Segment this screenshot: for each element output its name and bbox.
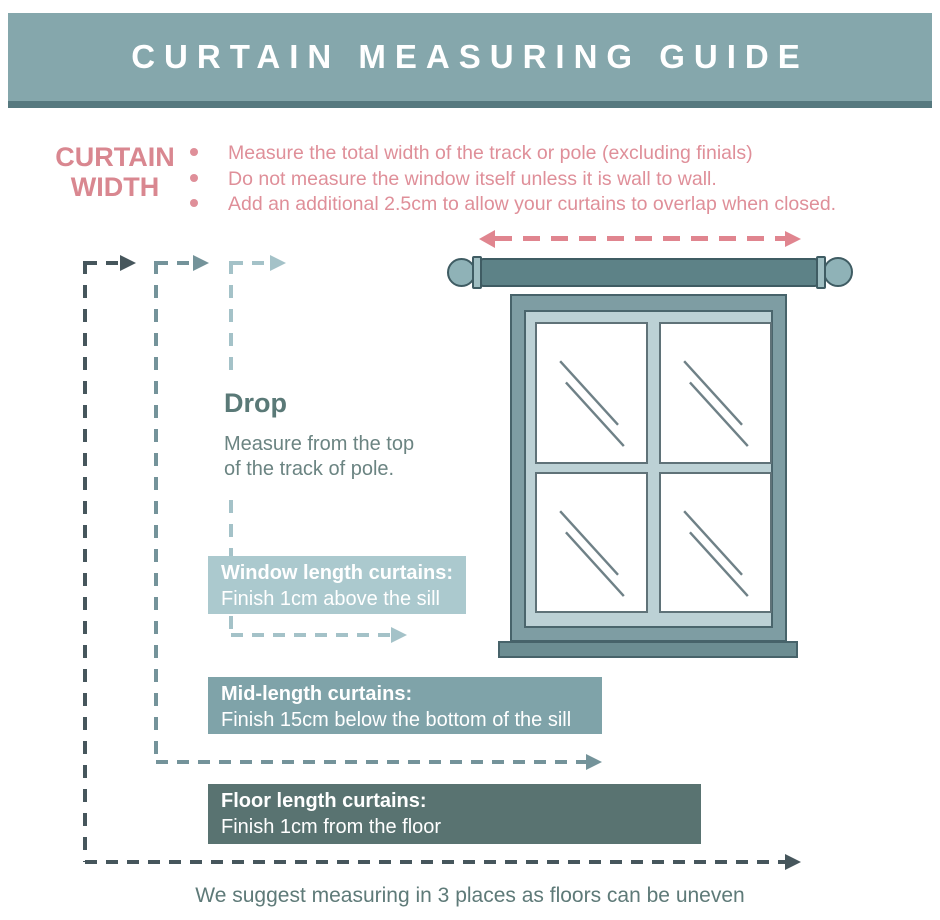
top-arrow-mid (156, 261, 193, 265)
bullet-icon (190, 199, 198, 207)
floor-length-box (208, 784, 701, 844)
window-length-detail: Finish 1cm above the sill (221, 588, 440, 610)
bullet-text: Add an additional 2.5cm to allow your curtains to overlap when closed. (228, 193, 837, 215)
window-length-arrow (231, 633, 391, 637)
page-title: CURTAIN MEASURING GUIDE (131, 38, 809, 75)
header-banner (8, 13, 932, 101)
drop-description-line1: Measure from the top (224, 433, 415, 455)
window-pane (535, 472, 648, 613)
bullet-icon (190, 174, 198, 182)
arrow-left-icon (479, 230, 495, 248)
mid-length-title: Mid-length curtains: (221, 683, 413, 705)
curtain-width-label-line2: WIDTH (70, 172, 160, 202)
curtain-width-label-line1: CURTAIN (55, 142, 175, 172)
arrow-right-icon (391, 627, 407, 643)
curtain-width-bullet-list (190, 141, 930, 218)
mid-length-detail: Finish 15cm below the bottom of the sill (221, 709, 572, 731)
mid-length-box (208, 677, 602, 734)
bullet-text: Measure the total width of the track or pole (excluding finials) (228, 142, 753, 164)
drop-line-window-upper (229, 261, 233, 372)
drop-line-window-lower (229, 500, 233, 556)
glass-reflection-icon (661, 474, 770, 611)
glass-reflection-icon (537, 324, 646, 462)
window-sill (498, 641, 798, 658)
width-measure-arrow (495, 236, 785, 241)
window-length-title: Window length curtains: (221, 562, 454, 584)
bullet-icon (190, 148, 198, 156)
window-pane (535, 322, 648, 464)
drop-description-line2: of the track of pole. (224, 458, 395, 480)
window-inner-frame (524, 310, 773, 628)
arrow-right-icon (785, 854, 801, 870)
drop-description (224, 432, 414, 482)
pole-finial-right (823, 257, 853, 287)
top-arrow-dark (85, 261, 120, 265)
arrow-right-icon (120, 255, 136, 271)
glass-reflection-icon (661, 324, 770, 462)
arrow-right-icon (193, 255, 209, 271)
footer-note: We suggest measuring in 3 places as floors can be uneven (195, 884, 745, 907)
drop-line-mid (154, 261, 158, 760)
header-underline (8, 101, 932, 108)
drop-heading: Drop (224, 388, 287, 418)
curtain-pole (480, 258, 818, 287)
mid-length-arrow (156, 760, 586, 764)
window-pane (659, 472, 772, 613)
drop-line-floor (83, 261, 87, 862)
glass-reflection-icon (537, 474, 646, 611)
floor-length-arrow (85, 860, 785, 864)
arrow-right-icon (270, 255, 286, 271)
arrow-right-icon (785, 231, 801, 247)
window-pane (659, 322, 772, 464)
list-item (190, 141, 930, 167)
drop-section (220, 386, 426, 490)
bullet-text: Do not measure the window itself unless it is wall to wall. (228, 167, 717, 190)
window-length-box (208, 556, 466, 614)
list-item (190, 192, 930, 218)
arrow-right-icon (586, 754, 602, 770)
top-arrow-light (231, 261, 270, 265)
list-item (190, 167, 930, 193)
floor-length-detail: Finish 1cm from the floor (221, 816, 442, 838)
floor-length-title: Floor length curtains: (221, 790, 427, 812)
curtain-width-label (40, 142, 190, 202)
